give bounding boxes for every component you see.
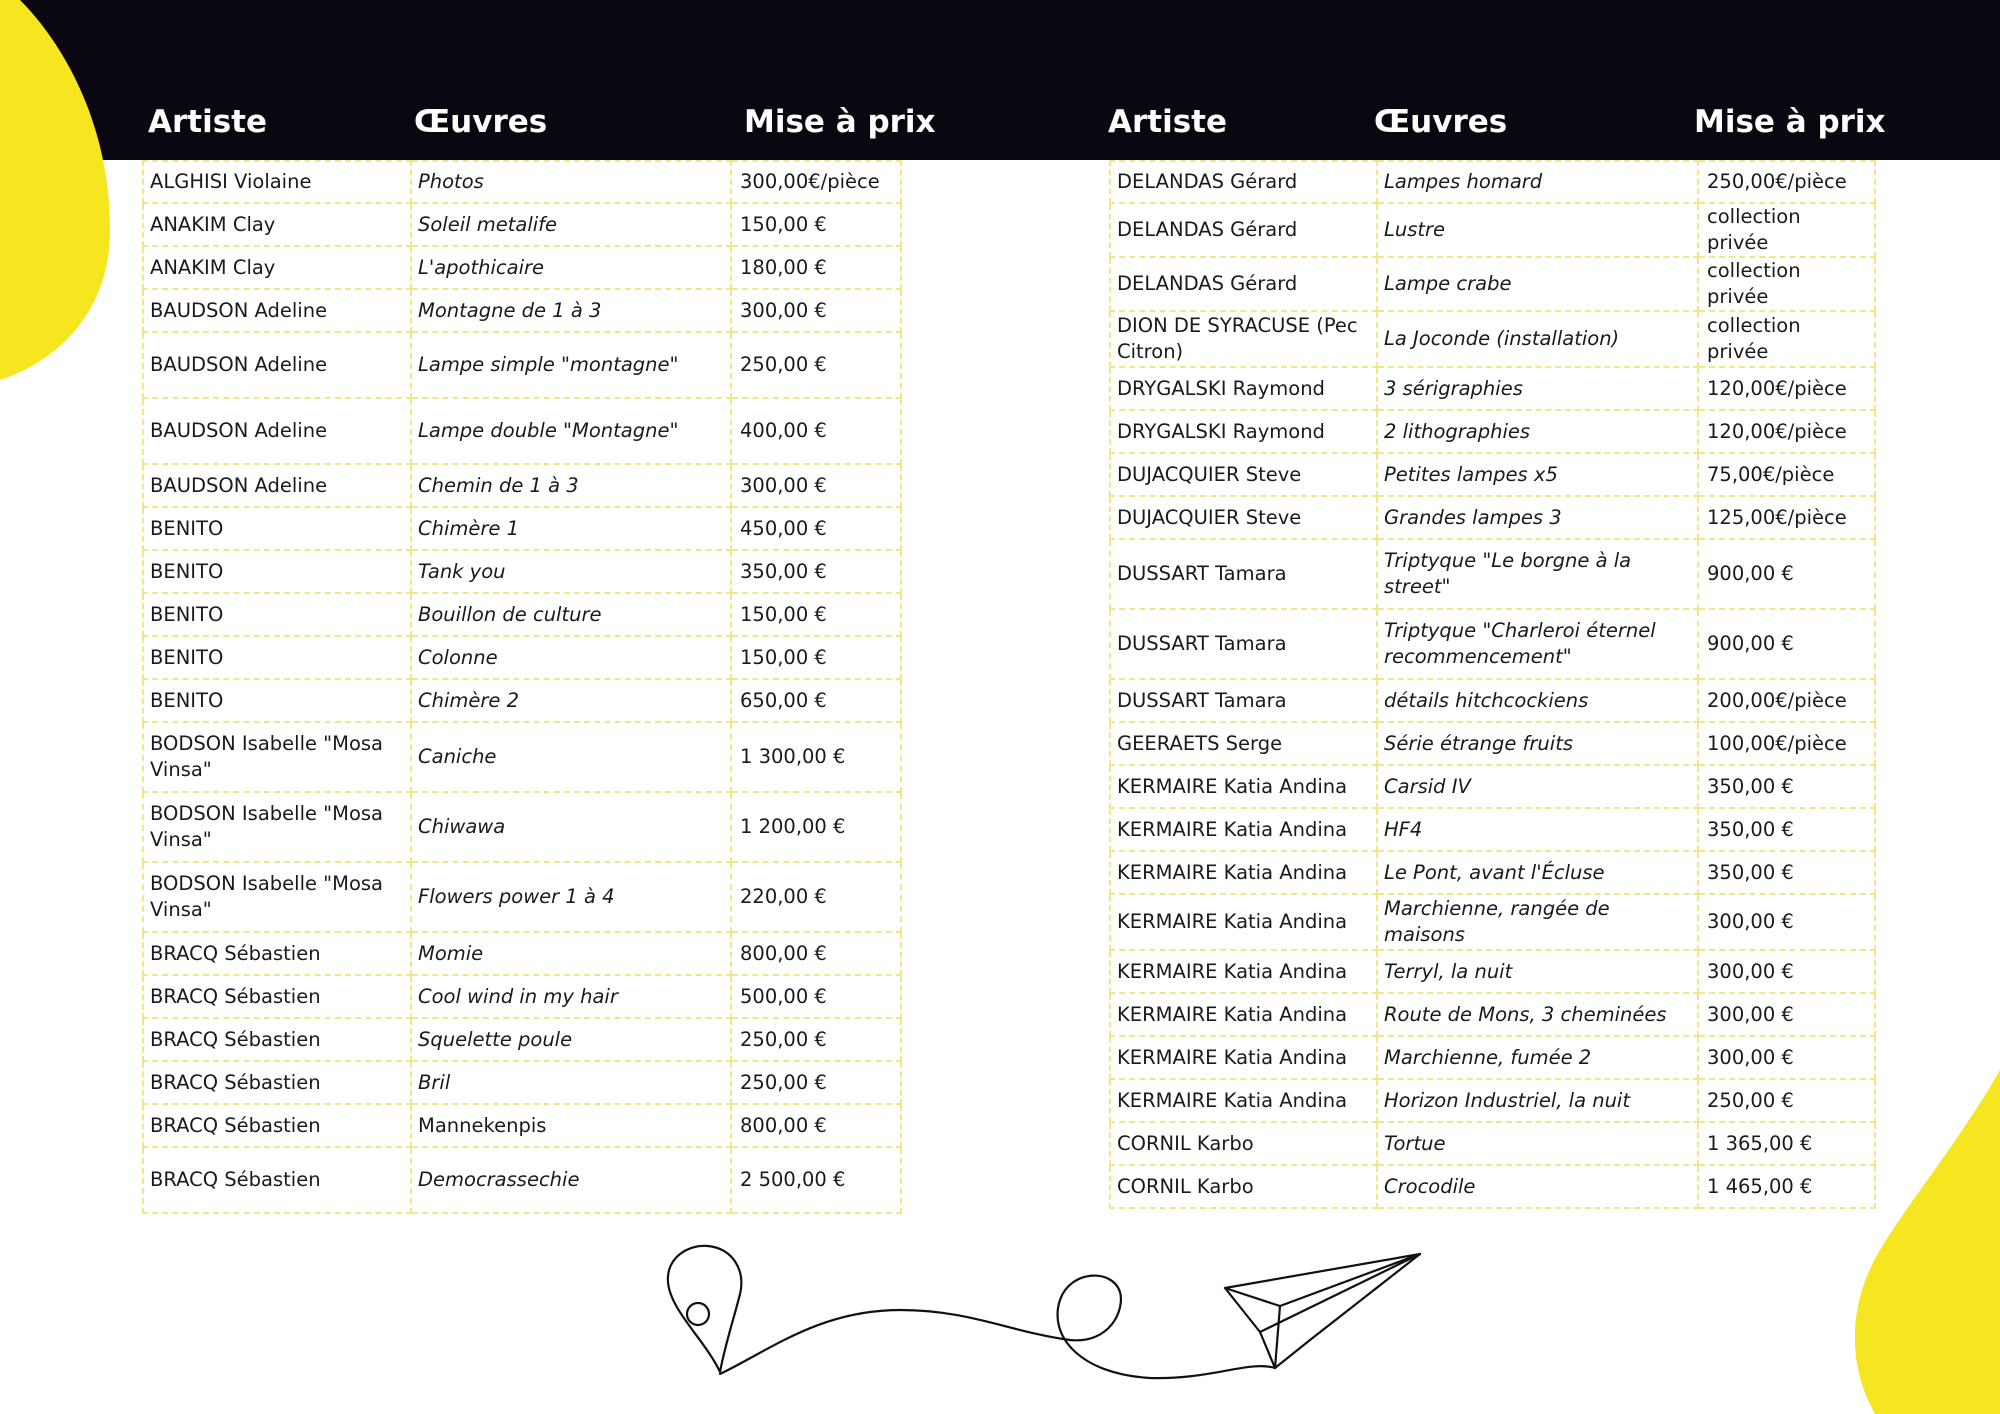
- work-cell: Crocodile: [1377, 1165, 1698, 1208]
- artist-cell: KERMAIRE Katia Andina: [1110, 808, 1377, 851]
- artist-cell: BENITO: [143, 550, 411, 593]
- right-header-works: Œuvres: [1374, 104, 1508, 140]
- price-cell: 75,00€/pièce: [1698, 453, 1875, 496]
- price-cell: 1 465,00 €: [1698, 1165, 1875, 1208]
- price-cell: 100,00€/pièce: [1698, 722, 1875, 765]
- artist-cell: BAUDSON Adeline: [143, 464, 411, 507]
- work-cell: Bril: [411, 1061, 731, 1104]
- price-cell: 450,00 €: [731, 507, 901, 550]
- work-cell: Tortue: [1377, 1122, 1698, 1165]
- table-row: [143, 975, 901, 1018]
- price-cell: 150,00 €: [731, 203, 901, 246]
- price-cell: collection privée: [1698, 257, 1875, 311]
- artist-cell: CORNIL Karbo: [1110, 1122, 1377, 1165]
- price-cell: 250,00 €: [731, 1018, 901, 1061]
- price-cell: 150,00 €: [731, 593, 901, 636]
- artist-cell: DELANDAS Gérard: [1110, 161, 1377, 203]
- artist-cell: ANAKIM Clay: [143, 203, 411, 246]
- artist-cell: BENITO: [143, 679, 411, 722]
- table-row: [143, 507, 901, 550]
- price-cell: 125,00€/pièce: [1698, 496, 1875, 539]
- table-row: [143, 246, 901, 289]
- table-row: [1110, 1122, 1875, 1165]
- price-cell: 150,00 €: [731, 636, 901, 679]
- table-row: [1110, 257, 1875, 311]
- table-row: [1110, 679, 1875, 722]
- artist-cell: DUJACQUIER Steve: [1110, 496, 1377, 539]
- work-cell: Route de Mons, 3 cheminées: [1377, 993, 1698, 1036]
- price-cell: 120,00€/pièce: [1698, 410, 1875, 453]
- artist-cell: ALGHISI Violaine: [143, 161, 411, 203]
- price-cell: 900,00 €: [1698, 609, 1875, 679]
- work-cell: Cool wind in my hair: [411, 975, 731, 1018]
- work-cell: Montagne de 1 à 3: [411, 289, 731, 332]
- table-row: [143, 161, 901, 203]
- price-cell: 1 200,00 €: [731, 792, 901, 862]
- artist-cell: KERMAIRE Katia Andina: [1110, 1079, 1377, 1122]
- price-cell: 350,00 €: [1698, 808, 1875, 851]
- artist-cell: BODSON Isabelle "Mosa Vinsa": [143, 722, 411, 792]
- work-cell: Caniche: [411, 722, 731, 792]
- yellow-blob-top-left: [0, 0, 120, 400]
- price-cell: 250,00 €: [1698, 1079, 1875, 1122]
- work-cell: Chiwawa: [411, 792, 731, 862]
- artist-cell: KERMAIRE Katia Andina: [1110, 1036, 1377, 1079]
- table-row: [143, 1147, 901, 1213]
- artist-cell: DION DE SYRACUSE (Pec Citron): [1110, 311, 1377, 367]
- price-cell: 800,00 €: [731, 932, 901, 975]
- work-cell: Lampes homard: [1377, 161, 1698, 203]
- work-cell: Photos: [411, 161, 731, 203]
- work-cell: 2 lithographies: [1377, 410, 1698, 453]
- price-cell: 300,00 €: [731, 289, 901, 332]
- price-cell: 350,00 €: [1698, 851, 1875, 894]
- work-cell: Flowers power 1 à 4: [411, 862, 731, 932]
- work-cell: Marchienne, rangée de maisons: [1377, 894, 1698, 950]
- work-cell: Chimère 2: [411, 679, 731, 722]
- price-cell: 250,00 €: [731, 332, 901, 398]
- left-header-price: Mise à prix: [744, 104, 936, 140]
- right-header-artist: Artiste: [1108, 104, 1228, 140]
- artist-cell: KERMAIRE Katia Andina: [1110, 950, 1377, 993]
- work-cell: Marchienne, fumée 2: [1377, 1036, 1698, 1079]
- table-row: [1110, 808, 1875, 851]
- work-cell: Grandes lampes 3: [1377, 496, 1698, 539]
- price-cell: 900,00 €: [1698, 539, 1875, 609]
- work-cell: La Joconde (installation): [1377, 311, 1698, 367]
- price-cell: 250,00€/pièce: [1698, 161, 1875, 203]
- table-row: [143, 932, 901, 975]
- price-cell: 300,00 €: [1698, 950, 1875, 993]
- table-row: [1110, 1165, 1875, 1208]
- table-row: [1110, 894, 1875, 950]
- table-row: [143, 464, 901, 507]
- price-cell: 800,00 €: [731, 1104, 901, 1147]
- artist-cell: BODSON Isabelle "Mosa Vinsa": [143, 862, 411, 932]
- price-cell: 350,00 €: [1698, 765, 1875, 808]
- work-cell: 3 sérigraphies: [1377, 367, 1698, 410]
- work-cell: Squelette poule: [411, 1018, 731, 1061]
- table-row: [1110, 203, 1875, 257]
- table-row: [1110, 311, 1875, 367]
- left-header-works: Œuvres: [414, 104, 548, 140]
- work-cell: Lampe double "Montagne": [411, 398, 731, 464]
- artist-cell: BAUDSON Adeline: [143, 289, 411, 332]
- work-cell: Série étrange fruits: [1377, 722, 1698, 765]
- work-cell: Chimère 1: [411, 507, 731, 550]
- work-cell: Momie: [411, 932, 731, 975]
- artist-cell: BRACQ Sébastien: [143, 975, 411, 1018]
- price-cell: collection privée: [1698, 203, 1875, 257]
- table-row: [143, 722, 901, 792]
- table-row: [143, 1018, 901, 1061]
- artist-cell: BRACQ Sébastien: [143, 1061, 411, 1104]
- table-row: [1110, 496, 1875, 539]
- artist-cell: BRACQ Sébastien: [143, 1104, 411, 1147]
- work-cell: Carsid IV: [1377, 765, 1698, 808]
- table-row: [143, 289, 901, 332]
- table-row: [143, 593, 901, 636]
- artist-cell: BAUDSON Adeline: [143, 332, 411, 398]
- work-cell: Mannekenpis: [411, 1104, 731, 1147]
- left-catalogue-table: [142, 160, 902, 1214]
- price-cell: 200,00€/pièce: [1698, 679, 1875, 722]
- right-catalogue-table: [1109, 160, 1876, 1209]
- table-row: [143, 550, 901, 593]
- artist-cell: BRACQ Sébastien: [143, 932, 411, 975]
- table-row: [143, 1061, 901, 1104]
- work-cell: Tank you: [411, 550, 731, 593]
- left-header-artist: Artiste: [148, 104, 268, 140]
- work-cell: Colonne: [411, 636, 731, 679]
- artist-cell: DRYGALSKI Raymond: [1110, 410, 1377, 453]
- artist-cell: BRACQ Sébastien: [143, 1147, 411, 1213]
- table-row: [143, 203, 901, 246]
- table-row: [143, 679, 901, 722]
- price-cell: 1 300,00 €: [731, 722, 901, 792]
- artist-cell: DUJACQUIER Steve: [1110, 453, 1377, 496]
- artist-cell: BENITO: [143, 507, 411, 550]
- artist-cell: DUSSART Tamara: [1110, 609, 1377, 679]
- table-row: [1110, 722, 1875, 765]
- price-cell: 2 500,00 €: [731, 1147, 901, 1213]
- table-row: [143, 398, 901, 464]
- artist-cell: KERMAIRE Katia Andina: [1110, 765, 1377, 808]
- artist-cell: DUSSART Tamara: [1110, 679, 1377, 722]
- table-row: [1110, 950, 1875, 993]
- artist-cell: BAUDSON Adeline: [143, 398, 411, 464]
- artist-cell: BENITO: [143, 636, 411, 679]
- table-row: [1110, 453, 1875, 496]
- price-cell: 500,00 €: [731, 975, 901, 1018]
- table-row: [143, 332, 901, 398]
- work-cell: HF4: [1377, 808, 1698, 851]
- price-cell: 180,00 €: [731, 246, 901, 289]
- artist-cell: DELANDAS Gérard: [1110, 257, 1377, 311]
- price-cell: 220,00 €: [731, 862, 901, 932]
- artist-cell: GEERAETS Serge: [1110, 722, 1377, 765]
- table-row: [1110, 1036, 1875, 1079]
- work-cell: Lampe simple "montagne": [411, 332, 731, 398]
- work-cell: Terryl, la nuit: [1377, 950, 1698, 993]
- work-cell: Le Pont, avant l'Écluse: [1377, 851, 1698, 894]
- table-row: [1110, 161, 1875, 203]
- price-cell: 650,00 €: [731, 679, 901, 722]
- work-cell: Chemin de 1 à 3: [411, 464, 731, 507]
- table-row: [1110, 851, 1875, 894]
- price-cell: 300,00 €: [731, 464, 901, 507]
- work-cell: Bouillon de culture: [411, 593, 731, 636]
- table-row: [1110, 765, 1875, 808]
- artist-cell: CORNIL Karbo: [1110, 1165, 1377, 1208]
- work-cell: Horizon Industriel, la nuit: [1377, 1079, 1698, 1122]
- table-row: [1110, 539, 1875, 609]
- artist-cell: KERMAIRE Katia Andina: [1110, 851, 1377, 894]
- table-row: [1110, 993, 1875, 1036]
- price-cell: 300,00 €: [1698, 894, 1875, 950]
- price-cell: 300,00 €: [1698, 993, 1875, 1036]
- work-cell: Triptyque "Le borgne à la street": [1377, 539, 1698, 609]
- table-row: [1110, 609, 1875, 679]
- artist-cell: ANAKIM Clay: [143, 246, 411, 289]
- table-row: [1110, 410, 1875, 453]
- table-row: [143, 1104, 901, 1147]
- work-cell: Petites lampes x5: [1377, 453, 1698, 496]
- table-row: [143, 862, 901, 932]
- work-cell: L'apothicaire: [411, 246, 731, 289]
- work-cell: Soleil metalife: [411, 203, 731, 246]
- work-cell: Lustre: [1377, 203, 1698, 257]
- price-cell: 120,00€/pièce: [1698, 367, 1875, 410]
- table-row: [1110, 367, 1875, 410]
- price-cell: 400,00 €: [731, 398, 901, 464]
- work-cell: Lampe crabe: [1377, 257, 1698, 311]
- artist-cell: BENITO: [143, 593, 411, 636]
- work-cell: détails hitchcockiens: [1377, 679, 1698, 722]
- table-row: [1110, 1079, 1875, 1122]
- work-cell: Democrassechie: [411, 1147, 731, 1213]
- price-cell: 300,00€/pièce: [731, 161, 901, 203]
- artist-cell: DELANDAS Gérard: [1110, 203, 1377, 257]
- artist-cell: DRYGALSKI Raymond: [1110, 367, 1377, 410]
- price-cell: collection privée: [1698, 311, 1875, 367]
- price-cell: 300,00 €: [1698, 1036, 1875, 1079]
- artist-cell: KERMAIRE Katia Andina: [1110, 894, 1377, 950]
- table-row: [143, 636, 901, 679]
- artist-cell: BRACQ Sébastien: [143, 1018, 411, 1061]
- work-cell: Triptyque "Charleroi éternel recommencement": [1377, 609, 1698, 679]
- artist-cell: KERMAIRE Katia Andina: [1110, 993, 1377, 1036]
- map-pin-paper-plane-illustration: [650, 1240, 1430, 1390]
- artist-cell: DUSSART Tamara: [1110, 539, 1377, 609]
- price-cell: 350,00 €: [731, 550, 901, 593]
- table-row: [143, 792, 901, 862]
- artist-cell: BODSON Isabelle "Mosa Vinsa": [143, 792, 411, 862]
- price-cell: 1 365,00 €: [1698, 1122, 1875, 1165]
- price-cell: 250,00 €: [731, 1061, 901, 1104]
- right-header-price: Mise à prix: [1694, 104, 1886, 140]
